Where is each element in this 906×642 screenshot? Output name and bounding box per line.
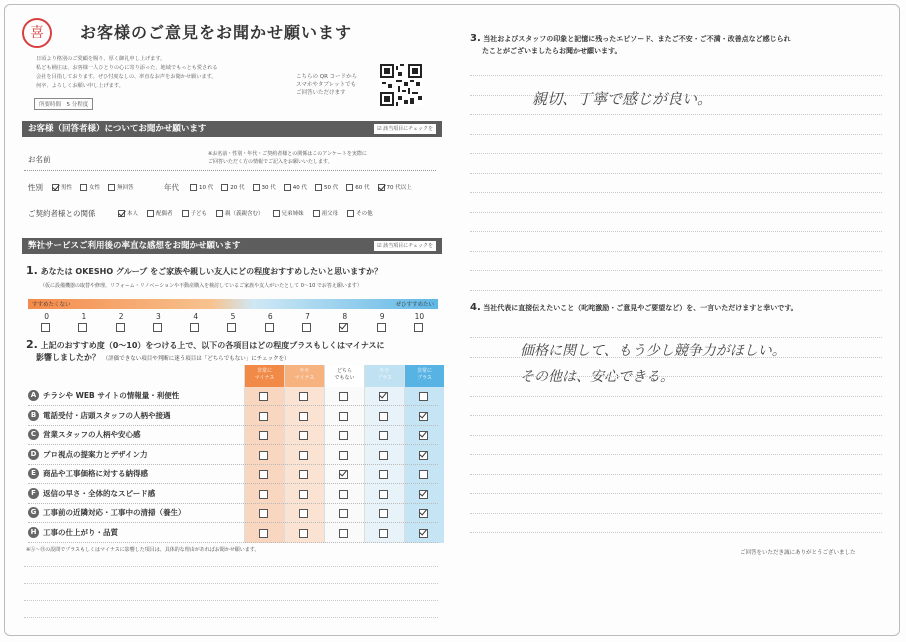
section1-note-text: 該当項目にチェックを bbox=[383, 126, 433, 132]
relation-option-label: 祖父母 bbox=[321, 211, 339, 217]
name-note-line: ※お名前・性別・年代・ご契約者様との関係はこのアンケートを実際に bbox=[208, 151, 367, 157]
q2-text-line2: 影響しましたか？ bbox=[36, 353, 100, 362]
q3-handwritten-answer[interactable]: 親切、丁寧で感じが良い。 bbox=[532, 90, 713, 108]
scale-cell[interactable] bbox=[214, 312, 251, 334]
age-option-label: 10 代 bbox=[199, 185, 214, 191]
scale-checkbox[interactable] bbox=[414, 323, 423, 332]
scale-number: 7 bbox=[305, 312, 310, 321]
ruled-line[interactable] bbox=[470, 231, 882, 232]
rubric-checkbox[interactable] bbox=[259, 490, 268, 499]
age-option[interactable] bbox=[253, 183, 276, 191]
scale-checkbox[interactable] bbox=[190, 323, 199, 332]
rubric-item-text: 営業スタッフの人柄や安心感 bbox=[43, 430, 141, 439]
rubric-column-header: 非常に プラス bbox=[405, 365, 444, 387]
gender-option-label: 無回答 bbox=[117, 185, 134, 191]
ruled-line[interactable] bbox=[470, 114, 882, 115]
scale-high-label: ぜひすすめたい bbox=[395, 302, 434, 308]
age-option[interactable] bbox=[190, 183, 213, 191]
intro-line: 会社を目指しております。ぜひ忖度なしの、率直なお声をお聞かせ願います。 bbox=[36, 74, 217, 80]
scale-low-label: すすめたくない bbox=[32, 302, 71, 308]
scale-checkbox[interactable] bbox=[302, 323, 311, 332]
rubric-checkbox[interactable] bbox=[379, 412, 388, 421]
age-option[interactable] bbox=[346, 183, 369, 191]
company-seal: 喜 bbox=[22, 18, 52, 48]
relation-option[interactable] bbox=[347, 209, 373, 217]
q1-text: あなたは OKESHO グループ をご家族や親しい友人にどの程度おすすめしたいと思いますか？ bbox=[40, 267, 383, 276]
gender-option[interactable] bbox=[80, 183, 100, 191]
section2-note-text: 該当項目にチェックを bbox=[383, 243, 433, 249]
rubric-checkbox[interactable] bbox=[379, 509, 388, 518]
relation-option[interactable] bbox=[182, 209, 208, 217]
ruled-line[interactable] bbox=[470, 532, 882, 533]
scale-cell[interactable] bbox=[326, 312, 363, 334]
q2-text-line1: 上記のおすすめ度（0～10）をつける上で、以下の各項目はどの程度プラスもしくはマイナスに bbox=[40, 341, 385, 350]
ruled-line[interactable] bbox=[470, 357, 882, 358]
gender-option-label: 女性 bbox=[89, 185, 101, 191]
rubric-checkbox[interactable] bbox=[379, 431, 388, 440]
recommend-scale-bar bbox=[28, 299, 438, 309]
rubric-item-text: 返信の早さ・全体的なスピード感 bbox=[43, 488, 156, 498]
rubric-item-text: 工事前の近隣対応・工事中の清掃（養生） bbox=[43, 508, 186, 517]
intro-text bbox=[36, 55, 296, 91]
rubric-checkbox[interactable] bbox=[259, 509, 268, 518]
scale-checkbox[interactable] bbox=[265, 323, 274, 332]
rubric-checkbox[interactable] bbox=[379, 451, 388, 460]
relation-checkbox[interactable] bbox=[216, 210, 223, 217]
rubric-checkbox[interactable] bbox=[259, 470, 268, 479]
rubric-row bbox=[28, 485, 438, 504]
rubric-checkbox[interactable] bbox=[339, 529, 348, 538]
scale-checkbox[interactable] bbox=[41, 323, 50, 332]
age-checkbox[interactable] bbox=[253, 184, 260, 191]
relation-options bbox=[118, 209, 373, 217]
relation-option[interactable] bbox=[147, 209, 173, 217]
rubric-checkbox[interactable] bbox=[259, 431, 268, 440]
rubric-checkbox[interactable] bbox=[339, 451, 348, 460]
rubric-item-label bbox=[28, 468, 148, 479]
rubric-item-text: プロ視点の提案力とデザイン力 bbox=[43, 449, 148, 459]
rubric-checkbox[interactable] bbox=[339, 470, 348, 479]
ruled-line[interactable] bbox=[470, 95, 882, 96]
rubric-checkbox[interactable] bbox=[419, 392, 428, 401]
rubric-checkbox[interactable] bbox=[379, 529, 388, 538]
ruled-line[interactable] bbox=[470, 192, 882, 193]
rubric-item-letter-icon: C bbox=[28, 429, 39, 440]
q2-question bbox=[26, 339, 385, 365]
qr-caption-line: ご回答いただけます bbox=[296, 90, 346, 96]
gender-checkbox[interactable] bbox=[80, 184, 87, 191]
rubric-checkbox[interactable] bbox=[339, 392, 348, 401]
ruled-line[interactable] bbox=[470, 337, 882, 338]
relation-option-label: 子ども bbox=[190, 211, 208, 217]
name-label: お名前 bbox=[28, 155, 51, 164]
qr-code-icon[interactable] bbox=[380, 64, 422, 106]
rubric-row bbox=[28, 387, 438, 406]
q1-number: 1. bbox=[26, 264, 38, 277]
scale-number: 0 bbox=[44, 312, 50, 321]
relation-option-label: 本人 bbox=[127, 211, 139, 217]
age-option-label: 60 代 bbox=[355, 185, 370, 191]
rubric-checkbox[interactable] bbox=[299, 412, 308, 421]
age-option-label: 30 代 bbox=[261, 185, 276, 191]
age-option-label: 40 代 bbox=[292, 185, 307, 191]
age-checkbox[interactable] bbox=[190, 184, 197, 191]
ruled-line[interactable] bbox=[24, 617, 438, 618]
rubric-row bbox=[28, 524, 438, 543]
ruled-line[interactable] bbox=[24, 583, 438, 584]
scale-number: 10 bbox=[414, 312, 425, 321]
rubric-checkbox[interactable] bbox=[419, 509, 428, 518]
rubric-checkbox[interactable] bbox=[419, 529, 428, 538]
name-note-line: ご回答いただく方の情報でご記入をお願いいたします。 bbox=[208, 159, 333, 165]
scale-number: 6 bbox=[267, 312, 273, 321]
age-label: 年代 bbox=[164, 183, 179, 192]
rubric-column-header: どちら でもない bbox=[325, 365, 364, 387]
rubric-item-text: チラシや WEB サイトの情報量・利便性 bbox=[43, 391, 180, 400]
age-option[interactable] bbox=[221, 183, 244, 191]
rubric-item-label bbox=[28, 507, 186, 518]
age-checkbox[interactable] bbox=[221, 184, 228, 191]
ruled-line[interactable] bbox=[470, 153, 882, 154]
rubric-item-letter-icon: E bbox=[28, 468, 39, 479]
scale-cell[interactable] bbox=[65, 312, 102, 334]
rubric-checkbox[interactable] bbox=[419, 451, 428, 460]
ruled-line[interactable] bbox=[24, 600, 438, 601]
relation-checkbox[interactable] bbox=[147, 210, 154, 217]
ruled-line[interactable] bbox=[470, 251, 882, 252]
relation-checkbox[interactable] bbox=[118, 210, 125, 217]
section2-check-note: ☑ 該当項目にチェックを bbox=[374, 241, 436, 251]
rubric-row bbox=[28, 426, 438, 445]
scale-checkbox[interactable] bbox=[227, 323, 236, 332]
qr-caption-line: こちらの QR コードから bbox=[296, 74, 358, 80]
ruled-line[interactable] bbox=[470, 290, 882, 291]
q4-number: 4. bbox=[470, 302, 481, 313]
relation-checkbox[interactable] bbox=[313, 210, 320, 217]
rubric-checkbox[interactable] bbox=[299, 431, 308, 440]
q3-question bbox=[470, 33, 791, 57]
relation-checkbox[interactable] bbox=[347, 210, 354, 217]
rubric-item-letter-icon: G bbox=[28, 507, 39, 518]
q2-note: （評価できない項目や判断に迷う項目は「どちらでもない」にチェックを） bbox=[102, 356, 290, 362]
gender-option[interactable] bbox=[108, 183, 134, 191]
rubric-column-header: 非常に マイナス bbox=[245, 365, 284, 387]
q2-number: 2. bbox=[26, 338, 38, 351]
scale-number: 8 bbox=[342, 312, 348, 321]
q3-text-line2: たことがございましたらお聞かせ願います。 bbox=[482, 47, 622, 55]
rubric-checkbox[interactable] bbox=[259, 412, 268, 421]
ruled-line[interactable] bbox=[470, 212, 882, 213]
rubric-checkbox[interactable] bbox=[379, 490, 388, 499]
thanks-note: ご回答をいただき誠にありがとうございました bbox=[740, 550, 856, 556]
scale-number: 5 bbox=[230, 312, 236, 321]
relation-option[interactable] bbox=[216, 209, 264, 217]
scale-cell[interactable] bbox=[363, 312, 400, 334]
relation-option[interactable] bbox=[313, 209, 339, 217]
scale-cell[interactable] bbox=[289, 312, 326, 334]
gender-option[interactable] bbox=[52, 183, 72, 191]
section2-title: 弊社サービスご利用後の率直な感想をお聞かせ願います bbox=[28, 241, 241, 251]
scale-cell[interactable] bbox=[177, 312, 214, 334]
rubric-checkbox[interactable] bbox=[339, 431, 348, 440]
rubric-item-label bbox=[28, 429, 141, 440]
age-options bbox=[190, 183, 412, 191]
age-checkbox[interactable] bbox=[378, 184, 385, 191]
time-required-box: 所要時間 5 分程度 bbox=[34, 98, 93, 110]
scale-number: 9 bbox=[379, 312, 385, 321]
rubric-checkbox[interactable] bbox=[299, 529, 308, 538]
scale-cell[interactable] bbox=[401, 312, 438, 334]
scale-cell[interactable] bbox=[140, 312, 177, 334]
rubric-item-text: 電話受付・店頭スタッフの人柄や接遇 bbox=[43, 410, 171, 420]
q3-number: 3. bbox=[470, 33, 481, 44]
scale-cell[interactable] bbox=[28, 312, 65, 334]
relation-option-label: 兄弟姉妹 bbox=[281, 211, 304, 217]
rubric-checkbox[interactable] bbox=[379, 392, 388, 401]
rubric-row bbox=[28, 446, 438, 465]
ruled-line[interactable] bbox=[470, 474, 882, 475]
rubric-checkbox[interactable] bbox=[259, 392, 268, 401]
relation-option[interactable] bbox=[273, 209, 304, 217]
rubric-checkbox[interactable] bbox=[379, 470, 388, 479]
scale-number: 4 bbox=[193, 312, 199, 321]
rubric-footnote: ※Ⓐ～Ⓗの設問でプラスもしくはマイナスに影響した項目は、具体的な理由があればお聞かせ願います。 bbox=[26, 547, 260, 553]
rubric-item-letter-icon: H bbox=[28, 527, 39, 538]
rubric-checkbox[interactable] bbox=[259, 529, 268, 538]
intro-line: 私ども桶庄は、お客様一人ひとりの心に寄り添った、地域でもっとも愛される bbox=[36, 65, 218, 71]
ruled-line[interactable] bbox=[470, 513, 882, 514]
scale-number: 1 bbox=[81, 312, 87, 321]
q4-text: 当社代表に直接伝えたいこと（叱咤激励・ご意見やご要望など）を、一言いただけますと幸いです。 bbox=[483, 304, 798, 312]
scale-checkbox[interactable] bbox=[78, 323, 87, 332]
qr-caption-line: スマホやタブレットでも bbox=[296, 82, 357, 88]
scale-checkbox[interactable] bbox=[377, 323, 386, 332]
scale-cell[interactable] bbox=[252, 312, 289, 334]
age-checkbox[interactable] bbox=[284, 184, 291, 191]
relation-option-label: 配偶者 bbox=[156, 211, 173, 217]
rubric-checkbox[interactable] bbox=[299, 490, 308, 499]
rubric-checkbox[interactable] bbox=[299, 392, 308, 401]
gender-checkbox[interactable] bbox=[108, 184, 115, 191]
ruled-line[interactable] bbox=[470, 415, 882, 416]
ruled-line[interactable] bbox=[470, 454, 882, 455]
relation-checkbox[interactable] bbox=[182, 210, 189, 217]
rubric-item-text: 商品や工事価格に対する納得感 bbox=[43, 469, 148, 478]
scale-checkbox[interactable] bbox=[153, 323, 162, 332]
intro-line: 日頃より格別のご愛顧を賜り、厚く御礼申し上げます。 bbox=[36, 56, 166, 62]
section1-check-note: ☑ 該当項目にチェックを bbox=[374, 124, 436, 134]
q4-handwritten-answer-line1[interactable]: 価格に関して、もう少し競争力がほしい。 bbox=[520, 343, 786, 359]
ruled-line[interactable] bbox=[470, 376, 882, 377]
gender-options bbox=[52, 183, 134, 191]
age-option[interactable] bbox=[378, 183, 412, 191]
rubric-checkbox[interactable] bbox=[339, 490, 348, 499]
q1-note: （仮に設備機器の取替や修理、リフォーム・リノベーションや不動産購入を検討しているご家族や友人がいたとして 0～10 でお答え願います） bbox=[40, 283, 362, 289]
rubric-item-letter-icon: B bbox=[28, 410, 39, 421]
rubric-item-label bbox=[28, 410, 171, 421]
q4-question bbox=[470, 302, 798, 314]
scale-checkbox[interactable] bbox=[116, 323, 125, 332]
ruled-line[interactable] bbox=[470, 173, 882, 174]
qr-caption bbox=[296, 73, 374, 97]
rubric-checkbox[interactable] bbox=[339, 509, 348, 518]
rubric-row bbox=[28, 407, 438, 426]
relation-option-label: 親（義親含む） bbox=[225, 211, 264, 217]
ruled-line[interactable] bbox=[470, 134, 882, 135]
rubric-table bbox=[28, 365, 438, 545]
intro-line: 何卒、よろしくお願い申し上げます。 bbox=[36, 83, 124, 89]
rubric-item-label bbox=[28, 527, 118, 538]
page-title: お客様のご意見をお聞かせ願います bbox=[80, 23, 353, 42]
gender-option-label: 男性 bbox=[61, 185, 73, 191]
rubric-item-letter-icon: F bbox=[28, 488, 39, 499]
rubric-column-header: やや マイナス bbox=[285, 365, 324, 387]
relation-label: ご契約者様との関係 bbox=[28, 209, 96, 218]
rubric-item-text: 工事の仕上がり・品質 bbox=[43, 527, 118, 537]
relation-checkbox[interactable] bbox=[273, 210, 280, 217]
q3-text-line1: 当社およびスタッフの印象と記憶に残ったエピソード、またご不安・ご不満・改善点など感じられ bbox=[483, 35, 791, 43]
scale-cell[interactable] bbox=[103, 312, 140, 334]
scale-checkbox[interactable] bbox=[339, 323, 348, 332]
rubric-item-letter-icon: D bbox=[28, 449, 39, 460]
ruled-line[interactable] bbox=[470, 493, 882, 494]
rubric-item-label bbox=[28, 449, 147, 460]
rubric-checkbox[interactable] bbox=[419, 431, 428, 440]
age-option[interactable] bbox=[284, 183, 307, 191]
age-checkbox[interactable] bbox=[346, 184, 353, 191]
relation-option[interactable] bbox=[118, 209, 138, 217]
age-option[interactable] bbox=[315, 183, 338, 191]
ruled-line[interactable] bbox=[470, 75, 882, 76]
rubric-checkbox[interactable] bbox=[419, 412, 428, 421]
rubric-row bbox=[28, 504, 438, 523]
q1-question bbox=[26, 264, 382, 277]
rubric-checkbox[interactable] bbox=[419, 490, 428, 499]
age-checkbox[interactable] bbox=[315, 184, 322, 191]
section1-header bbox=[22, 121, 442, 137]
ruled-line[interactable] bbox=[470, 396, 882, 397]
ruled-line[interactable] bbox=[24, 566, 438, 567]
rubric-column-header: やや プラス bbox=[365, 365, 404, 387]
age-option-label: 70 代以上 bbox=[386, 185, 412, 191]
rubric-checkbox[interactable] bbox=[299, 470, 308, 479]
q4-handwritten-answer-line2[interactable]: その他は、安心できる。 bbox=[520, 369, 674, 385]
scale-number: 3 bbox=[156, 312, 161, 321]
rubric-checkbox[interactable] bbox=[419, 470, 428, 479]
gender-label: 性別 bbox=[28, 183, 43, 192]
rubric-checkbox[interactable] bbox=[299, 509, 308, 518]
ruled-line[interactable] bbox=[470, 270, 882, 271]
rubric-item-label bbox=[28, 488, 155, 499]
section1-title: お客様（回答者様）についてお聞かせ願います bbox=[28, 124, 207, 134]
rubric-item-letter-icon: A bbox=[28, 390, 39, 401]
rubric-checkbox[interactable] bbox=[299, 451, 308, 460]
age-option-label: 20 代 bbox=[230, 185, 245, 191]
relation-option-label: その他 bbox=[356, 211, 373, 217]
age-option-label: 50 代 bbox=[324, 185, 339, 191]
rubric-checkbox[interactable] bbox=[339, 412, 348, 421]
rubric-checkbox[interactable] bbox=[259, 451, 268, 460]
ruled-line[interactable] bbox=[470, 435, 882, 436]
rubric-row bbox=[28, 465, 438, 484]
rubric-item-label bbox=[28, 390, 179, 401]
name-note bbox=[208, 150, 367, 166]
scale-number: 2 bbox=[118, 312, 124, 321]
section2-header bbox=[22, 238, 442, 254]
gender-checkbox[interactable] bbox=[52, 184, 59, 191]
name-underline bbox=[24, 170, 436, 171]
